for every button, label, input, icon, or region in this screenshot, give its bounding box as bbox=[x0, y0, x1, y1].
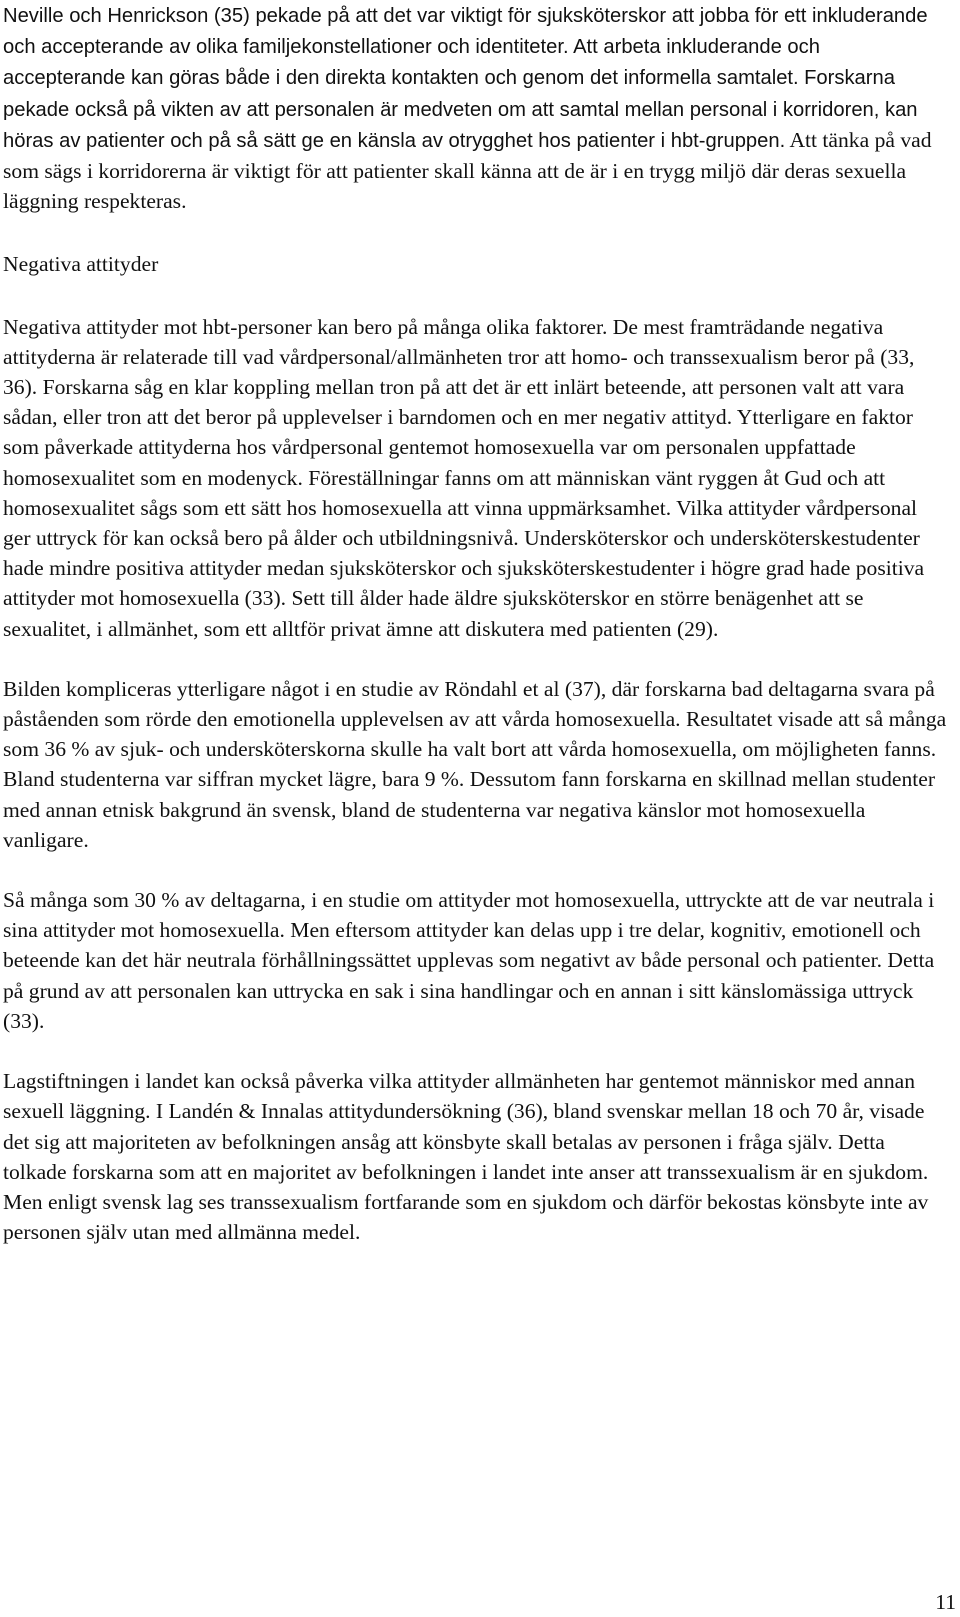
paragraph-intro-part2: Forskarna pekade också på vikten av att personalen är medveten om att samtal mellan personal i korridoren, kan höras av patienter och på så sätt ge en känsla av otrygghet hos patienter i hbt-gruppen. bbox=[3, 67, 918, 152]
section-heading: Negativa attityder bbox=[3, 252, 159, 277]
paragraph-rondahl-study: Bilden kompliceras ytterligare något i en studie av Röndahl et al (37), där forskarna bad deltagarna svara på påståenden som rörde den emotionella upplevelsen av att vårda homosexuella. Resultatet visade att så många som 36 % av sjuk- och undersköterskorna skulle ha valt bort att vårda homosexuella, om möjligheten fanns. Bland studenterna var siffran mycket lägre, bara 9 %. Dessutom fann forskarna en skillnad mellan studenter med annan etnisk bakgrund än svensk, bland de studenterna var negativa känslor mot homosexuella vanligare. bbox=[3, 676, 947, 852]
paragraph-intro bbox=[3, 0, 947, 216]
paragraph-legislation: Lagstiftningen i landet kan också påverka vilka attityder allmänheten har gentemot människor med annan sexuell läggning. I Landén & Innalas attitydundersökning (36), bland svenskar mellan 18 och 70 år, visade det sig att majoriteten av befolkningen ansåg att könsbyte skall betalas av personen i fråga själv. Detta tolkade forskarna som att en majoritet av befolkningen i landet inte anser att transsexualism är en sjukdom. Men enligt svensk lag ses transsexualism fortfarande som en sjukdom och därför bekostas könsbyte inte av personen själv utan med allmänna medel. bbox=[3, 1069, 929, 1245]
paragraph-intro-part3: Att tänka på vad som sägs i korridorerna är viktigt för att patienter skall känna att de är i en trygg miljö där deras sexuella läggning respekteras. bbox=[3, 127, 932, 214]
paragraph-neutral-attitudes: Så många som 30 % av deltagarna, i en studie om attityder mot homosexuella, uttryckte att de var neutrala i sina attityder mot homosexuella. Men eftersom attityder kan delas upp i tre delar, kognitiv, emotionell och beteende kan det här neutrala förhållningssättet upplevas som negativt av både personal och patienter. Detta på grund av att personalen kan uttrycka en sak i sina handlingar och en annan i sitt känslomässiga uttryck (33). bbox=[3, 888, 935, 1033]
paragraph-negative-attitudes: Negativa attityder mot hbt-personer kan bero på många olika faktorer. De mest framträdande negativa attityderna är relaterade till vad vårdpersonal/allmänheten tror att homo- och transsexualism beror på (33, 36). Forskarna såg en klar koppling mellan tron på att det är ett inlärt beteende, att personen valt att vara sådan, eller tron att det beror på upplevelser i barndomen och en mer negativ attityd. Ytterligare en faktor som påverkade attityderna hos vårdpersonal gentemot homosexuella var om personalen uppfattade homosexualitet som en modenyck. Föreställningar fanns om att människan vänt ryggen åt Gud och att homosexualitet sågs som ett sätt hos homosexuella att vinna uppmärksamhet. Vilka attityder vårdpersonal ger uttryck för kan också bero på ålder och utbildningsnivå. Undersköterskor och undersköterskestudenter hade mindre positiva attityder medan sjuksköterskor och sjuksköterskestudenter i högre grad hade positiva attityder mot homosexuella (33). Sett till ålder hade äldre sjuksköterskor en större benägenhet att se sexualitet, i allmänhet, som ett alltför privat ämne att diskutera med patienten (29). bbox=[3, 314, 925, 641]
document-page bbox=[3, 0, 947, 1247]
page-number: 11 bbox=[935, 1590, 956, 1614]
paragraph-intro-part1: Neville och Henrickson (35) pekade på att det var viktigt för sjuksköterskor att jobba för ett inkluderande och accepterande av olika familjekonstellationer och identiteter. Att arbeta inkluderande och accepterande kan göras både i den direkta kontakten och genom det informella samtalet. bbox=[3, 5, 928, 90]
